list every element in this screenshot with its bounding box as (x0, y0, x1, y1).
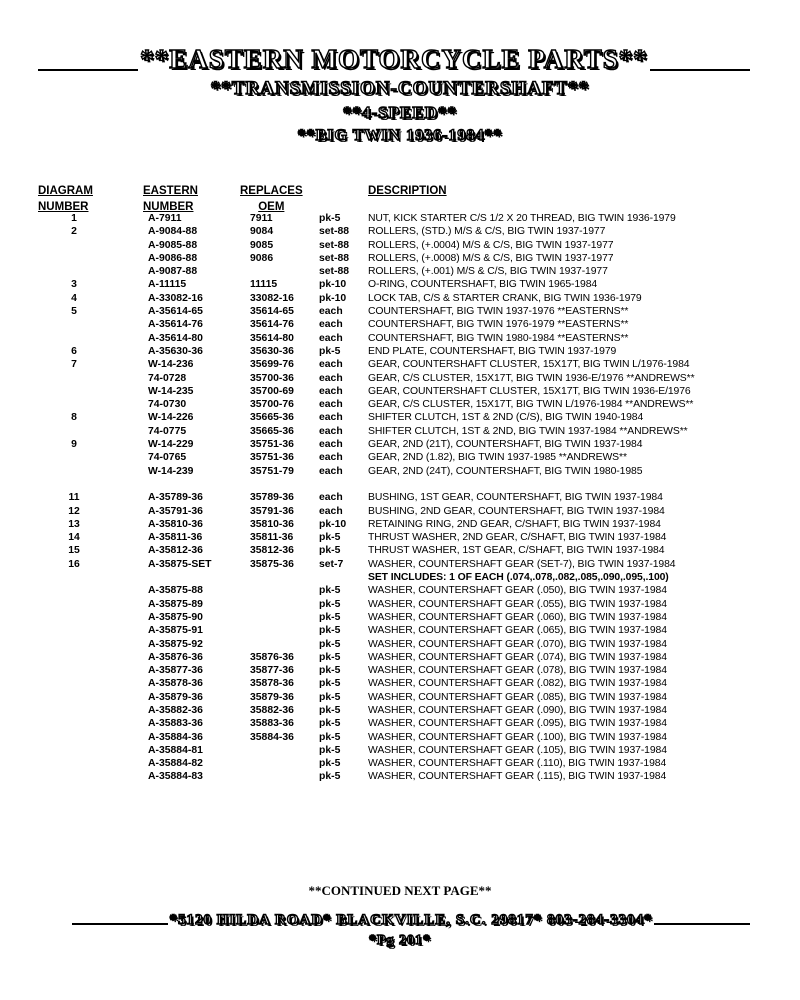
table-row (0, 451, 800, 464)
description-cell: ROLLERS, (+.0008) M/S & C/S, BIG TWIN 1937-1977 (368, 252, 614, 264)
oem-number-cell: 11115 (250, 279, 278, 291)
description-cell: THRUST WASHER, 1ST GEAR, C/SHAFT, BIG TWIN 1937-1984 (368, 545, 665, 557)
unit-cell: each (319, 332, 343, 344)
unit-cell: pk-5 (319, 345, 341, 357)
unit-cell: set-7 (319, 558, 344, 570)
unit-cell: set-88 (319, 226, 350, 238)
header-description: DESCRIPTION (368, 185, 447, 197)
table-row (0, 491, 800, 504)
table-row (0, 358, 800, 371)
description-cell: WASHER, COUNTERSHAFT GEAR (.095), BIG TWIN 1937-1984 (368, 718, 667, 730)
table-row (0, 278, 800, 291)
oem-number-cell: 35751-36 (250, 439, 294, 451)
eastern-number-cell: A-35812-36 (148, 545, 203, 557)
unit-cell: pk-10 (319, 292, 347, 304)
oem-number-cell: 35879-36 (250, 691, 294, 703)
table-row (0, 531, 800, 544)
unit-cell: pk-5 (319, 691, 341, 703)
diagram-number-cell: 3 (71, 279, 77, 291)
description-cell: NUT, KICK STARTER C/S 1/2 X 20 THREAD, BIG TWIN 1936-1979 (368, 213, 676, 224)
oem-number-cell: 35877-36 (250, 665, 294, 677)
eastern-number-cell: W-14-235 (148, 385, 194, 397)
oem-number-cell: 35878-36 (250, 678, 294, 690)
diagram-number-cell: 6 (71, 345, 77, 357)
table-row (0, 465, 800, 478)
diagram-number-cell: 12 (68, 505, 80, 517)
oem-number-cell: 35876-36 (250, 651, 294, 663)
unit-cell: pk-5 (319, 678, 341, 690)
unit-cell: pk-5 (319, 598, 341, 610)
eastern-number-cell: A-35614-80 (148, 332, 203, 344)
table-row (0, 385, 800, 398)
table-row (0, 305, 800, 318)
title-row (38, 44, 750, 75)
table-row (0, 318, 800, 331)
diagram-number-cell: 4 (71, 292, 77, 304)
table-row (0, 411, 800, 424)
eastern-number-cell: W-14-236 (148, 359, 194, 371)
table-row (0, 664, 800, 677)
oem-number-cell: 35614-76 (250, 319, 294, 331)
description-cell: LOCK TAB, C/S & STARTER CRANK, BIG TWIN 1936-1979 (368, 292, 642, 304)
oem-number-cell: 9085 (250, 239, 274, 251)
eastern-number-cell: A-9087-88 (148, 266, 198, 278)
table-row (0, 651, 800, 664)
unit-cell: each (319, 306, 343, 318)
description-cell: GEAR, 2ND (1.82), BIG TWIN 1937-1985 **ANDREWS** (368, 452, 627, 464)
oem-number-cell: 7911 (250, 213, 273, 224)
oem-number-cell: 35700-69 (250, 385, 294, 397)
description-cell: WASHER, COUNTERSHAFT GEAR (.110), BIG TWIN 1937-1984 (368, 758, 667, 770)
unit-cell: pk-5 (319, 718, 341, 730)
description-cell: COUNTERSHAFT, BIG TWIN 1937-1976 **EASTERNS** (368, 306, 629, 318)
table-row (0, 265, 800, 278)
description-cell: WASHER, COUNTERSHAFT GEAR (.085), BIG TWIN 1937-1984 (368, 691, 667, 703)
eastern-number-cell: A-35875-SET (148, 558, 212, 570)
eastern-number-cell: A-35884-83 (148, 771, 203, 783)
oem-number-cell: 35614-65 (250, 306, 294, 318)
description-cell: WASHER, COUNTERSHAFT GEAR (.060), BIG TWIN 1937-1984 (368, 611, 667, 623)
diagram-number-cell: 14 (68, 532, 80, 544)
eastern-number-cell: W-14-229 (148, 439, 194, 451)
footer-row (72, 912, 750, 929)
table-row (0, 292, 800, 305)
description-cell: GEAR, C/S CLUSTER, 15X17T, BIG TWIN L/1976-1984 **ANDREWS** (368, 399, 694, 411)
title-rule-right (650, 69, 750, 71)
description-cell: SHIFTER CLUTCH, 1ST & 2ND (C/S), BIG TWIN 1940-1984 (368, 412, 644, 424)
table-row (0, 704, 800, 717)
diagram-number-cell: 5 (71, 306, 77, 318)
continued-note: **CONTINUED NEXT PAGE** (308, 883, 492, 898)
oem-number-cell: 33082-16 (250, 292, 294, 304)
oem-number-cell: 9084 (250, 226, 274, 238)
section-subtitle-model: **BIG TWIN 1936-1984** (297, 127, 503, 144)
eastern-number-cell: A-35875-88 (148, 585, 203, 597)
unit-cell: set-88 (319, 266, 350, 278)
table-row (0, 518, 800, 531)
description-cell: WASHER, COUNTERSHAFT GEAR (.100), BIG TWIN 1937-1984 (368, 731, 667, 743)
table-row (0, 717, 800, 730)
table-row (0, 611, 800, 624)
unit-cell: each (319, 425, 343, 437)
diagram-number-cell: 1 (71, 213, 77, 224)
unit-cell: pk-5 (319, 638, 341, 650)
eastern-number-cell: 74-0775 (148, 425, 187, 437)
description-cell: BUSHING, 2ND GEAR, COUNTERSHAFT, BIG TWIN 1937-1984 (368, 505, 665, 517)
unit-cell: set-88 (319, 252, 350, 264)
unit-cell: each (319, 359, 343, 371)
oem-number-cell: 35884-36 (250, 731, 294, 743)
description-cell: O-RING, COUNTERSHAFT, BIG TWIN 1965-1984 (368, 279, 598, 291)
oem-number-cell: 35789-36 (250, 492, 294, 504)
eastern-number-cell: 74-0730 (148, 399, 187, 411)
table-row (0, 691, 800, 704)
eastern-number-cell: A-35875-91 (148, 625, 203, 637)
unit-cell: each (319, 492, 343, 504)
description-cell: WASHER, COUNTERSHAFT GEAR (.065), BIG TWIN 1937-1984 (368, 625, 667, 637)
table-row (0, 225, 800, 238)
unit-cell: each (319, 452, 343, 464)
eastern-number-cell: A-35875-90 (148, 611, 203, 623)
description-cell: ROLLERS, (+.001) M/S & C/S, BIG TWIN 1937-1977 (368, 266, 608, 278)
table-row (0, 345, 800, 358)
diagram-number-cell: 7 (71, 359, 77, 371)
eastern-number-cell: W-14-226 (148, 412, 194, 424)
description-cell: WASHER, COUNTERSHAFT GEAR (.082), BIG TWIN 1937-1984 (368, 678, 667, 690)
oem-number-cell: 35883-36 (250, 718, 294, 730)
unit-cell: each (319, 372, 343, 384)
footer-rule-left (72, 923, 168, 925)
table-row (0, 544, 800, 557)
oem-number-cell: 35700-76 (250, 399, 294, 411)
page-title: **EASTERN MOTORCYCLE PARTS** (140, 44, 648, 74)
footer-rule-right (654, 923, 750, 925)
eastern-number-cell: A-35877-36 (148, 665, 203, 677)
eastern-number-cell: A-9085-88 (148, 239, 198, 251)
diagram-number-cell: 15 (68, 545, 80, 557)
table-row (0, 598, 800, 611)
unit-cell: pk-5 (319, 771, 341, 783)
table-row (0, 398, 800, 411)
eastern-number-cell: A-35791-36 (148, 505, 203, 517)
description-cell: WASHER, COUNTERSHAFT GEAR (.078), BIG TWIN 1937-1984 (368, 665, 667, 677)
unit-cell: pk-10 (319, 518, 347, 530)
description-cell: BUSHING, 1ST GEAR, COUNTERSHAFT, BIG TWIN 1937-1984 (368, 492, 663, 504)
eastern-number-cell: A-35630-36 (148, 345, 203, 357)
diagram-number-cell: 8 (71, 412, 77, 424)
description-cell: GEAR, C/S CLUSTER, 15X17T, BIG TWIN 1936-E/1976 **ANDREWS** (368, 372, 695, 384)
description-cell: WASHER, COUNTERSHAFT GEAR (.090), BIG TWIN 1937-1984 (368, 704, 667, 716)
header-eastern-number: EASTERN NUMBER (143, 185, 198, 213)
oem-number-cell: 9086 (250, 252, 274, 264)
oem-number-cell: 35614-80 (250, 332, 294, 344)
diagram-number-cell: 16 (68, 558, 80, 570)
eastern-number-cell: W-14-239 (148, 465, 194, 477)
description-cell: SHIFTER CLUTCH, 1ST & 2ND, BIG TWIN 1937-1984 **ANDREWS** (368, 425, 688, 437)
diagram-number-cell: 13 (68, 518, 80, 530)
unit-cell: pk-10 (319, 279, 347, 291)
table-row (0, 425, 800, 438)
unit-cell: pk-5 (319, 585, 341, 597)
table-row (0, 584, 800, 597)
unit-cell: each (319, 465, 343, 477)
description-cell: SET INCLUDES: 1 OF EACH (.074,.078,.082,.085,.090,.095,.100) (368, 572, 669, 584)
unit-cell: pk-5 (319, 731, 341, 743)
eastern-number-cell: A-35875-92 (148, 638, 203, 650)
table-row (0, 744, 800, 757)
eastern-number-cell: A-35614-65 (148, 306, 203, 318)
unit-cell: each (319, 412, 343, 424)
description-cell: COUNTERSHAFT, BIG TWIN 1980-1984 **EASTERNS** (368, 332, 629, 344)
unit-cell: pk-5 (319, 665, 341, 677)
description-cell: GEAR, COUNTERSHAFT CLUSTER, 15X17T, BIG TWIN L/1976-1984 (368, 359, 690, 371)
header-diagram-number: DIAGRAM NUMBER (38, 185, 93, 213)
table-row (0, 212, 800, 225)
parts-table (0, 212, 800, 784)
eastern-number-cell: A-35810-36 (148, 518, 203, 530)
description-cell: THRUST WASHER, 2ND GEAR, C/SHAFT, BIG TWIN 1937-1984 (368, 532, 667, 544)
table-row (0, 624, 800, 637)
eastern-number-cell: A-35875-89 (148, 598, 203, 610)
description-cell: GEAR, 2ND (24T), COUNTERSHAFT, BIG TWIN 1980-1985 (368, 465, 643, 477)
header-replaces-oem: REPLACES OEM (240, 185, 303, 213)
unit-cell: pk-5 (319, 651, 341, 663)
page-number: *Pg 201* (368, 933, 432, 948)
table-row (0, 332, 800, 345)
description-cell: WASHER, COUNTERSHAFT GEAR (.074), BIG TWIN 1937-1984 (368, 651, 667, 663)
eastern-number-cell: A-11115 (148, 279, 187, 291)
oem-number-cell: 35630-36 (250, 345, 294, 357)
table-row (0, 438, 800, 451)
oem-number-cell: 35791-36 (250, 505, 294, 517)
table-row (0, 252, 800, 265)
unit-cell: each (319, 505, 343, 517)
oem-number-cell: 35665-36 (250, 412, 294, 424)
oem-number-cell: 35810-36 (250, 518, 294, 530)
eastern-number-cell: A-7911 (148, 213, 182, 224)
unit-cell: each (319, 319, 343, 331)
oem-number-cell: 35700-36 (250, 372, 294, 384)
section-subtitle-speed: **4-SPEED** (343, 103, 457, 122)
table-row (0, 372, 800, 385)
unit-cell: pk-5 (319, 704, 341, 716)
eastern-number-cell: A-35614-76 (148, 319, 203, 331)
eastern-number-cell: 74-0765 (148, 452, 187, 464)
eastern-number-cell: A-35884-36 (148, 731, 203, 743)
description-cell: WASHER, COUNTERSHAFT GEAR (.050), BIG TWIN 1937-1984 (368, 585, 667, 597)
oem-number-cell: 35811-36 (250, 532, 294, 544)
description-cell: WASHER, COUNTERSHAFT GEAR (.115), BIG TWIN 1937-1984 (368, 771, 667, 783)
unit-cell: pk-5 (319, 213, 341, 224)
eastern-number-cell: A-9086-88 (148, 252, 198, 264)
diagram-number-cell: 11 (68, 492, 80, 504)
eastern-number-cell: A-35878-36 (148, 678, 203, 690)
eastern-number-cell: A-9084-88 (148, 226, 198, 238)
description-cell: WASHER, COUNTERSHAFT GEAR (SET-7), BIG TWIN 1937-1984 (368, 558, 676, 570)
unit-cell: pk-5 (319, 611, 341, 623)
eastern-number-cell: A-35789-36 (148, 492, 203, 504)
eastern-number-cell: A-35883-36 (148, 718, 203, 730)
description-cell: WASHER, COUNTERSHAFT GEAR (.055), BIG TWIN 1937-1984 (368, 598, 667, 610)
table-row (0, 239, 800, 252)
eastern-number-cell: A-35884-82 (148, 758, 203, 770)
unit-cell: pk-5 (319, 545, 341, 557)
eastern-number-cell: A-35882-36 (148, 704, 203, 716)
table-row (0, 638, 800, 651)
diagram-number-cell: 9 (71, 439, 77, 451)
eastern-number-cell: 74-0728 (148, 372, 187, 384)
table-row (0, 505, 800, 518)
oem-number-cell: 35751-79 (250, 465, 294, 477)
table-row (0, 558, 800, 571)
description-cell: WASHER, COUNTERSHAFT GEAR (.070), BIG TWIN 1937-1984 (368, 638, 667, 650)
description-cell: GEAR, COUNTERSHAFT CLUSTER, 15X17T, BIG TWIN 1936-E/1976 (368, 385, 691, 397)
unit-cell: each (319, 399, 343, 411)
unit-cell: pk-5 (319, 744, 341, 756)
eastern-number-cell: A-35876-36 (148, 651, 203, 663)
unit-cell: pk-5 (319, 758, 341, 770)
spacer-row (0, 478, 800, 491)
description-cell: WASHER, COUNTERSHAFT GEAR (.105), BIG TWIN 1937-1984 (368, 744, 667, 756)
eastern-number-cell: A-35879-36 (148, 691, 203, 703)
unit-cell: pk-5 (319, 532, 341, 544)
oem-number-cell: 35882-36 (250, 704, 294, 716)
unit-cell: pk-5 (319, 625, 341, 637)
section-title: **TRANSMISSION-COUNTERSHAFT** (210, 78, 590, 99)
unit-cell: each (319, 439, 343, 451)
description-cell: RETAINING RING, 2ND GEAR, C/SHAFT, BIG TWIN 1937-1984 (368, 518, 661, 530)
table-row (0, 731, 800, 744)
oem-number-cell: 35875-36 (250, 558, 294, 570)
description-cell: ROLLERS, (STD.) M/S & C/S, BIG TWIN 1937-1977 (368, 226, 606, 238)
eastern-number-cell: A-33082-16 (148, 292, 203, 304)
diagram-number-cell: 2 (71, 226, 77, 238)
table-row (0, 677, 800, 690)
description-cell: COUNTERSHAFT, BIG TWIN 1976-1979 **EASTERNS** (368, 319, 629, 331)
description-cell: GEAR, 2ND (21T), COUNTERSHAFT, BIG TWIN 1937-1984 (368, 439, 643, 451)
oem-number-cell: 35812-36 (250, 545, 294, 557)
unit-cell: set-88 (319, 239, 350, 251)
description-cell: END PLATE, COUNTERSHAFT, BIG TWIN 1937-1979 (368, 345, 617, 357)
table-row (0, 770, 800, 783)
unit-cell: each (319, 385, 343, 397)
oem-number-cell: 35665-36 (250, 425, 294, 437)
oem-number-cell: 35751-36 (250, 452, 294, 464)
eastern-number-cell: A-35811-36 (148, 532, 203, 544)
table-row (0, 757, 800, 770)
description-cell: ROLLERS, (+.0004) M/S & C/S, BIG TWIN 1937-1977 (368, 239, 614, 251)
title-rule-left (38, 69, 138, 71)
oem-number-cell: 35699-76 (250, 359, 294, 371)
footer-address: *5120 HILDA ROAD* BLACKVILLE, S.C. 29817* 803-284-3304* (169, 912, 653, 928)
eastern-number-cell: A-35884-81 (148, 744, 203, 756)
table-row (0, 571, 800, 584)
